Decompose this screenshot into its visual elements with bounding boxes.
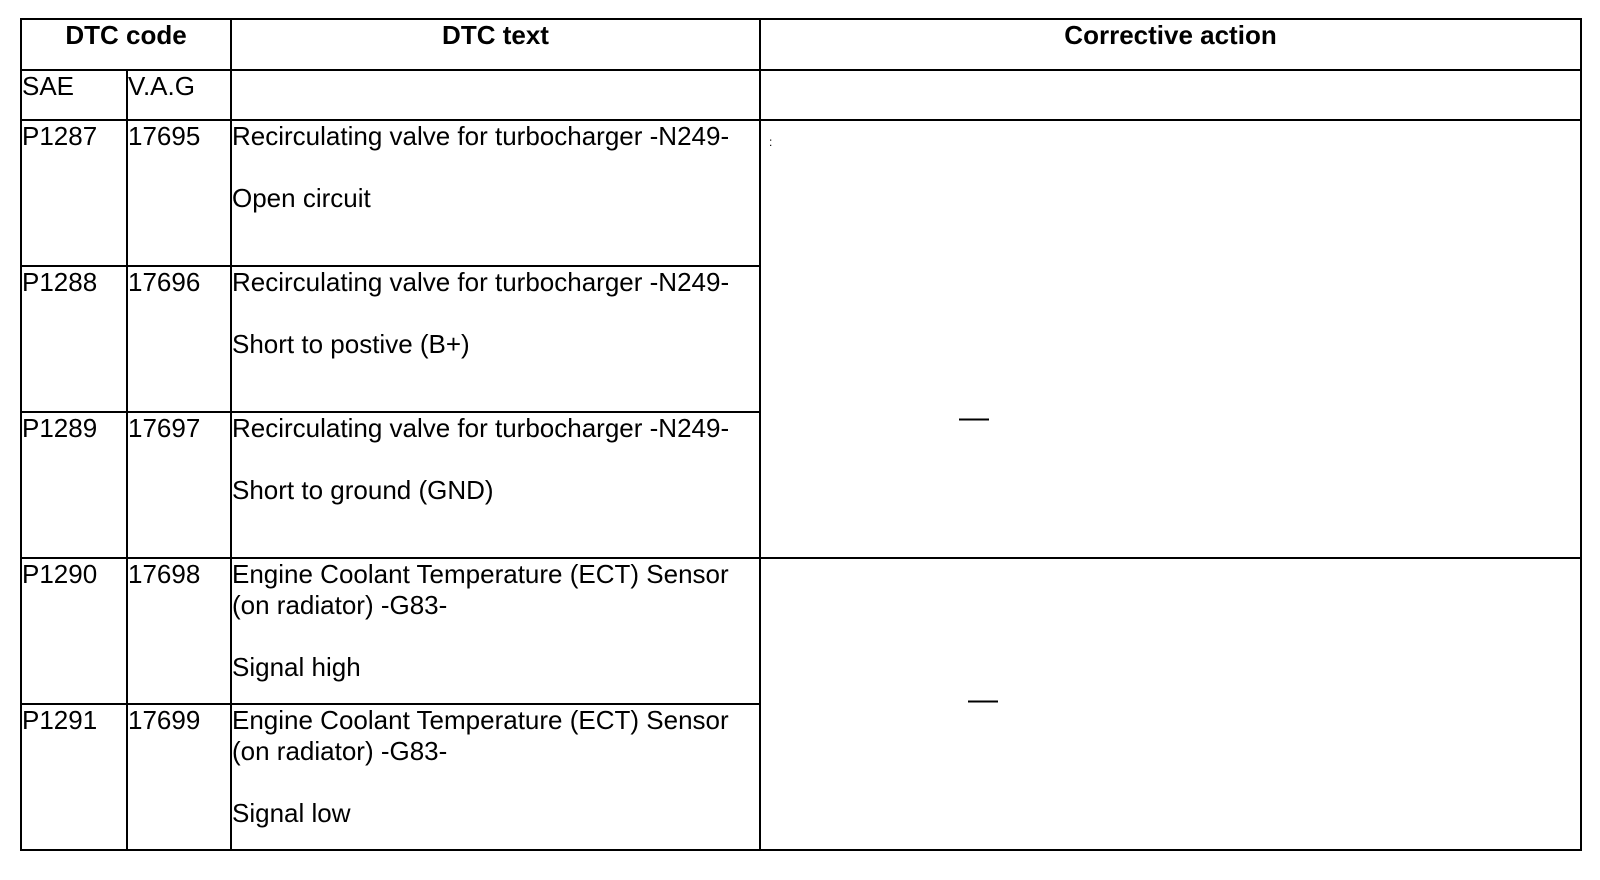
vag-header: V.A.G: [127, 70, 231, 120]
dtc-condition: Open circuit: [232, 183, 371, 213]
dtc-description: Engine Coolant Temperature (ECT) Sensor (on radiator) -G83-: [232, 559, 729, 620]
dtc-text-cell: [231, 412, 760, 558]
vag-code: 17697: [127, 412, 231, 558]
dtc-description: Recirculating valve for turbocharger -N249-: [232, 413, 730, 443]
dtc-condition: Short to ground (GND): [232, 475, 494, 505]
dtc-text-cell: [231, 120, 760, 266]
table-row: [21, 558, 1581, 704]
dtc-text-subheader-cell: [231, 70, 760, 120]
sae-code: P1289: [21, 412, 127, 558]
corrective-action-cell: [760, 120, 1581, 558]
dtc-condition: Signal high: [232, 652, 361, 682]
table-row: [21, 120, 1581, 266]
dtc-description: Recirculating valve for turbocharger -N249-: [232, 267, 730, 297]
sae-code: P1287: [21, 120, 127, 266]
dtc-description: Recirculating valve for turbocharger -N249-: [232, 121, 730, 151]
dtc-description: Engine Coolant Temperature (ECT) Sensor (on radiator) -G83-: [232, 705, 729, 766]
vag-code: 17696: [127, 266, 231, 412]
dtc-table: [20, 18, 1582, 851]
dtc-text-cell: [231, 704, 760, 850]
subheader-row: [21, 70, 1581, 120]
dtc-text-header: DTC text: [231, 19, 760, 70]
sae-code: P1291: [21, 704, 127, 850]
sae-header: SAE: [21, 70, 127, 120]
sae-code: P1288: [21, 266, 127, 412]
corrective-action-header: Corrective action: [760, 19, 1581, 70]
vag-code: 17698: [127, 558, 231, 704]
sae-code: P1290: [21, 558, 127, 704]
header-row: [21, 19, 1581, 70]
corrective-action-value: —: [968, 683, 998, 716]
action-mark: :: [769, 135, 773, 149]
corrective-action-subheader-cell: [760, 70, 1581, 120]
dtc-code-header: DTC code: [21, 19, 231, 70]
vag-code: 17695: [127, 120, 231, 266]
dtc-text-cell: [231, 558, 760, 704]
dtc-condition: Short to postive (B+): [232, 329, 470, 359]
dtc-condition: Signal low: [232, 798, 351, 828]
vag-code: 17699: [127, 704, 231, 850]
dtc-text-cell: [231, 266, 760, 412]
corrective-action-value: —: [959, 401, 989, 434]
corrective-action-cell: [760, 558, 1581, 850]
